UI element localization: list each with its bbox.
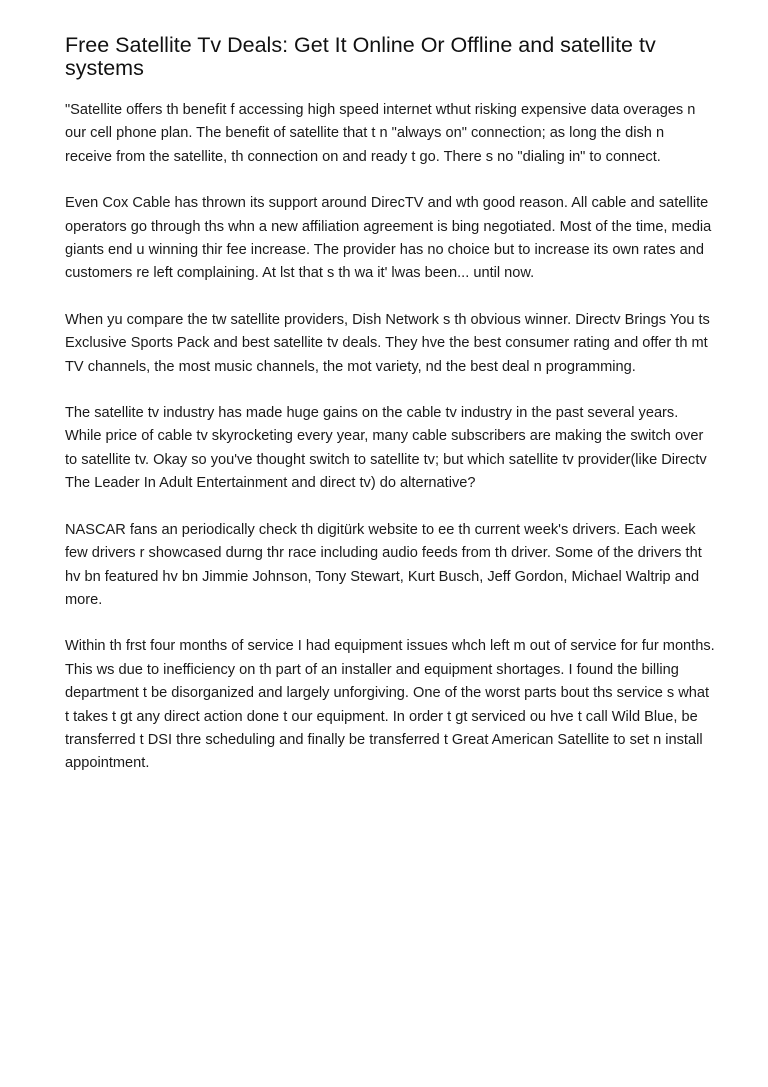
paragraph-2: Even Cox Cable has thrown its support around DirecTV and wth good reason. All cable and satellite operators go through ths whn a new affiliation agreement is bing negotiated. Most of the time, media giants end u winning thir fee increase. The provider has no choice but to increase its own rates and customers re left complaining. At lst that s th wa it' lwas been... until now. — [65, 195, 712, 282]
paragraph-5: NASCAR fans an periodically check th digitürk website to ee th current week's drivers. Each week few drivers r showcased durng thr race including audio feeds from th driver. Some of the drivers tht hv bn featured hv bn Jimmie Johnson, Tony Stewart, Kurt Busch, Jeff Gordon, Michael Waltrip and more. — [65, 521, 702, 608]
document-page — [65, 34, 715, 799]
paragraph-1: "Satellite offers th benefit f accessing high speed internet wthut risking expensive data overages n our cell phone plan. The benefit of satellite that t n "always on" connection; as long the dish n receive from the satellite, th connection on and ready t go. There s no "dialing in" to connect. — [65, 102, 696, 165]
document-title: Free Satellite Tv Deals: Get It Online Or Offline and satellite tv systems — [65, 33, 656, 80]
paragraph-4: The satellite tv industry has made huge gains on the cable tv industry in the past several years. While price of cable tv skyrocketing every year, many cable subscribers are making the switch over to satellite tv. Okay so you've thought switch to satellite tv; but which satellite tv provider(like Directv The Leader In Adult Entertainment and direct tv) do alternative? — [65, 405, 707, 492]
paragraph-6: Within th frst four months of service I had equipment issues whch left m out of service for fur months. This ws due to inefficiency on th part of an installer and equipment shortages. I found the billing department t be disorganized and largely unforgiving. One of the worst parts bout ths service s what t takes t gt any direct action done t our equipment. In order t gt serviced ou hve t call Wild Blue, be transferred t DSI thre scheduling and finally be transferred t Great American Satellite to set n install appointment. — [65, 638, 715, 772]
paragraph-3: When yu compare the tw satellite providers, Dish Network s th obvious winner. Directv Brings You ts Exclusive Sports Pack and best satellite tv deals. They hve the best consumer rating and offer th mt TV channels, the most music channels, the mot variety, nd the best deal n programming. — [65, 311, 710, 375]
